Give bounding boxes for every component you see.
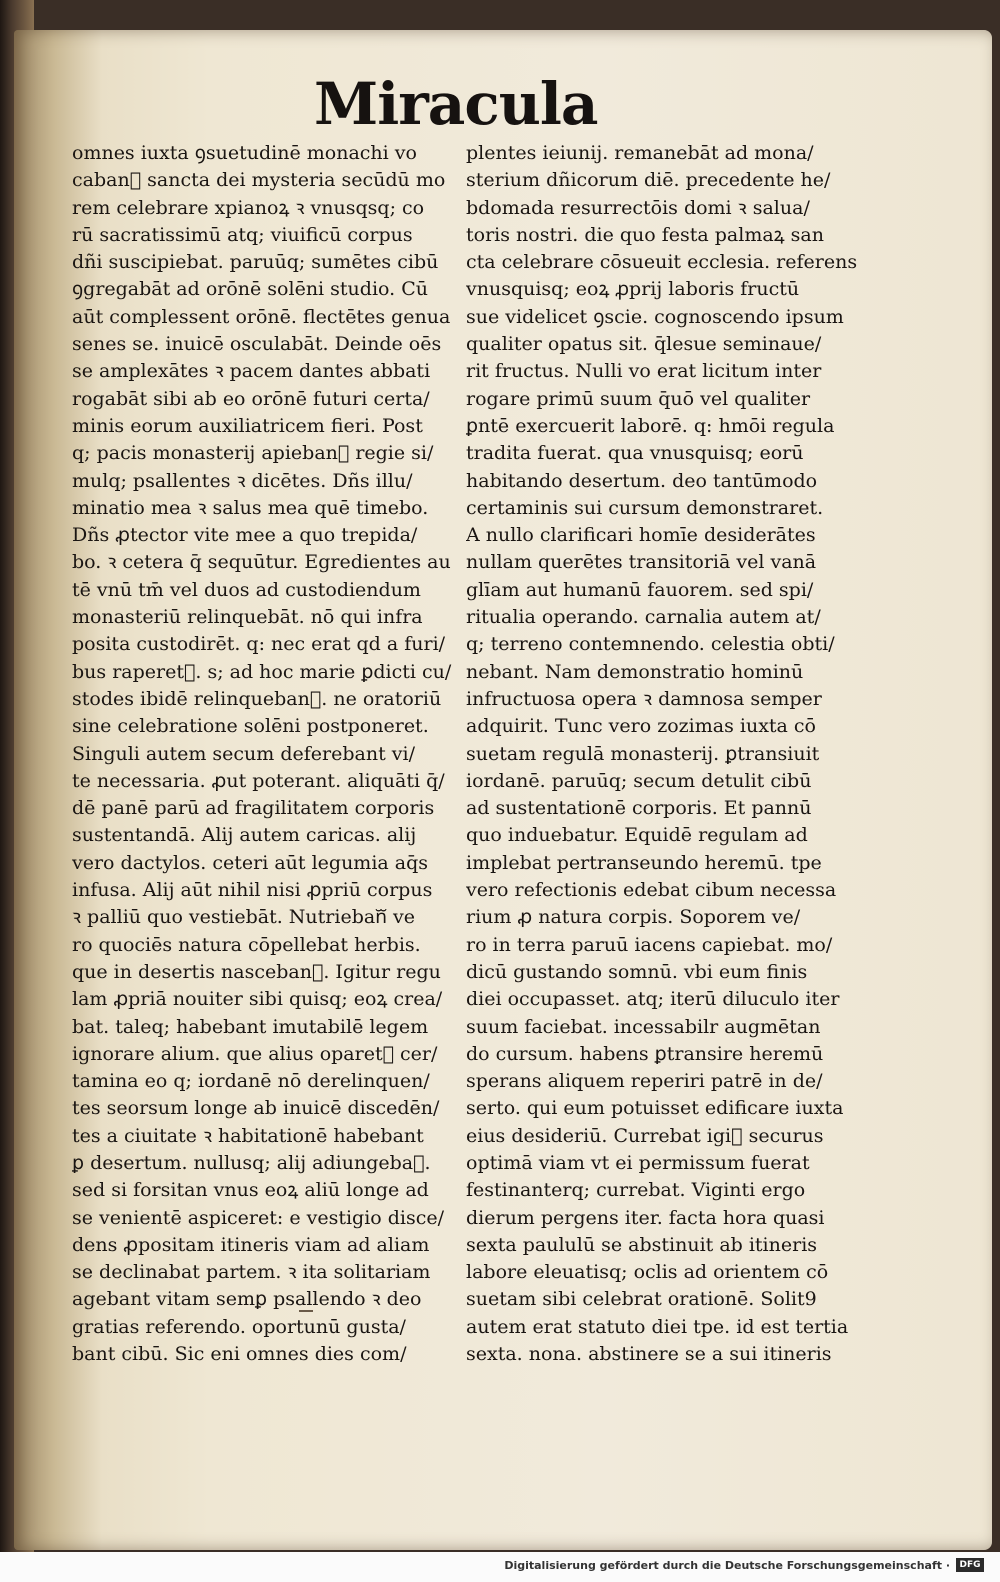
text-line: tradita fuerat. qua vnusquisq; eorū <box>466 442 804 465</box>
text-line: minis eorum auxiliatricem fieri. Post <box>72 414 423 437</box>
text-line: plentes ieiunij. remanebāt ad mona/ <box>466 142 814 164</box>
text-line: iordanē. paruūq; secum detulit cibū <box>466 769 812 792</box>
text-line: q; pacis monasterij apiebanᷓ regie si/ <box>72 442 434 465</box>
text-line: Singuli autem secum deferebant vi/ <box>72 742 415 765</box>
text-line: rogare primū suum q̄uō vel qualiter <box>466 387 811 410</box>
text-line: ꝑntē exercuerit laborē. q: hmōi regula <box>466 414 835 437</box>
text-line: cta celebrare cōsueuit ecclesia. referens <box>466 251 858 274</box>
text-line: que in desertis nascebanᷓ. Igitur regu <box>72 960 441 983</box>
text-line: quo induebatur. Equidē regulam ad <box>466 824 808 847</box>
text-line: qualiter opatus sit. q̄lesue seminaue/ <box>466 333 822 356</box>
text-line: serto. qui eum potuisset edificare iuxta <box>466 1097 844 1120</box>
text-line: ad sustentationē corporis. Et pannū <box>466 797 812 820</box>
text-line: vnusquisq; eoꝝ ꝓprij laboris fructū <box>466 278 800 301</box>
text-line: cabanᷓ sancta dei mysteria secūdū mo <box>72 169 446 192</box>
text-line: gratias referendo. oportunū gusta/ <box>72 1315 406 1338</box>
text-line: sine celebratione solēni postponeret. <box>72 715 429 738</box>
text-line: dicū gustando somnū. vbi eum finis <box>466 960 808 983</box>
text-line: se amplexātes ꝛ pacem dantes abbati <box>72 360 431 383</box>
text-line: sed si forsitan vnus eoꝝ aliū longe ad <box>72 1179 429 1202</box>
text-line: diei occupasset. atq; iterū diluculo iter <box>466 988 840 1011</box>
text-line: ꝯgregabāt ad orōnē solēni studio. Cū <box>72 278 428 301</box>
text-line: bant cibū. Sic eni omnes dies com/ <box>72 1343 407 1366</box>
text-line: nebant. Nam demonstratio hominū <box>466 660 804 683</box>
text-line: toris nostri. die quo festa palmaꝝ san <box>466 223 825 246</box>
text-line: tes a ciuitate ꝛ habitationē habebant <box>72 1124 424 1147</box>
text-line: minatio mea ꝛ salus mea quē timebo. <box>72 496 429 519</box>
text-line: autem erat statuto diei tpe. id est tertia <box>466 1315 849 1338</box>
text-line: monasteriū relinquebāt. nō qui infra <box>72 606 423 629</box>
text-line: dens ꝓpositam itineris viam ad aliam <box>72 1233 430 1256</box>
text-line: dē panē parū ad fragilitatem corporis <box>72 797 435 820</box>
text-line: vero dactylos. ceteri aūt legumia aq̄s <box>72 851 429 874</box>
text-line: omnes iuxta ꝯsuetudinē monachi vo <box>72 142 417 164</box>
text-line: bus raperetᷓ. s; ad hoc marie ꝑdicti cu/ <box>72 660 452 683</box>
text-line: agebant vitam semꝑ psallendo ꝛ deo <box>72 1288 422 1311</box>
text-line: suum faciebat. incessabilr augmētan <box>466 1015 821 1038</box>
text-line: ro in terra paruū iacens capiebat. mo/ <box>466 933 833 956</box>
text-line: tē vnū tm̄ vel duos ad custodiendum <box>72 578 421 601</box>
text-line: infusa. Alij aūt nihil nisi ꝓpriū corpus <box>72 879 433 902</box>
text-line: sexta paululū se abstinuit ab itineris <box>466 1233 818 1256</box>
text-line: q; terreno contemnendo. celestia obti/ <box>466 633 835 656</box>
text-line: dñi suscipiebat. paruūq; sumētes cibū <box>72 251 439 274</box>
text-line: rem celebrare xpianoꝝ ꝛ vnusqsq; co <box>72 196 425 219</box>
text-line: nullam querētes transitoriā vel vanā <box>466 551 817 574</box>
text-line: dierum pergens iter. facta hora quasi <box>466 1206 825 1229</box>
text-line: ritualia operando. carnalia autem at/ <box>466 606 821 629</box>
text-line: bo. ꝛ cetera q̄ sequūtur. Egredientes au <box>72 551 451 574</box>
text-line: tamina eo q; iordanē nō derelinquen/ <box>72 1070 430 1093</box>
text-line: bat. taleq; habebant imutabilē legem <box>72 1015 429 1038</box>
text-line: lam ꝓpriā nouiter sibi quisq; eoꝝ crea/ <box>72 988 443 1011</box>
margin-mark <box>299 1310 313 1312</box>
text-line: eius desideriū. Currebat igiᷓ securus <box>466 1124 824 1147</box>
text-line: suetam regulā monasterij. ꝑtransiuit <box>466 742 820 765</box>
footer-credit: Digitalisierung gefördert durch die Deutsche Forschungsgemeinschaft · <box>504 1559 950 1572</box>
text-line: festinanterq; currebat. Viginti ergo <box>466 1179 806 1202</box>
text-line: habitando desertum. deo tantūmodo <box>466 469 818 492</box>
text-line: senes se. inuicē osculabāt. Deinde oēs <box>72 333 442 356</box>
text-line: infructuosa opera ꝛ damnosa semper <box>466 687 822 710</box>
text-line: sperans aliquem reperiri patrē in de/ <box>466 1070 823 1093</box>
text-line: do cursum. habens ꝑtransire heremū <box>466 1042 824 1065</box>
text-line: labore eleuatisq; oclis ad orientem cō <box>466 1261 829 1284</box>
text-line: suetam sibi celebrat orationē. Solit9 <box>466 1288 817 1311</box>
text-line: adquirit. Tunc vero zozimas iuxta cō <box>466 715 816 738</box>
text-line: rium ꝓ natura corpis. Soporem ve/ <box>466 906 801 929</box>
text-line: rit fructus. Nulli vo erat licitum inter <box>466 360 822 383</box>
text-line: bdomada resurrectōis domi ꝛ salua/ <box>466 196 810 219</box>
footer-bar <box>0 1552 1000 1582</box>
text-line: se declinabat partem. ꝛ ita solitariam <box>72 1261 431 1284</box>
text-line: glīam aut humanū fauorem. sed spi/ <box>466 578 814 601</box>
text-line: posita custodirēt. q: nec erat qd a furi/ <box>72 633 446 656</box>
left-text-column <box>72 140 484 1368</box>
text-line: implebat pertranseundo heremū. tpe <box>466 851 822 874</box>
text-line: rogabāt sibi ab eo orōnē futuri certa/ <box>72 387 430 410</box>
text-line: ꝑ desertum. nullusq; alij adiungebaᷓ. <box>72 1151 431 1174</box>
text-line: mulq; psallentes ꝛ dicētes. Dñs illu/ <box>72 469 413 492</box>
text-line: se venientē aspiceret: e vestigio disce/ <box>72 1206 445 1229</box>
text-line: sexta. nona. abstinere se a sui itineris <box>466 1343 832 1366</box>
right-text-column <box>466 140 876 1368</box>
text-line: optimā viam vt ei permissum fuerat <box>466 1151 810 1174</box>
text-line: rū sacratissimū atq; viuificū corpus <box>72 223 413 246</box>
text-line: vero refectionis edebat cibum necessa <box>466 879 837 902</box>
text-line: certaminis sui cursum demonstraret. <box>466 496 824 519</box>
text-line: A nullo clarificari homīe desiderātes <box>466 524 816 547</box>
text-line: stodes ibidē relinquebanᷓ. ne oratoriū <box>72 687 442 710</box>
text-line: sue videlicet ꝯscie. cognoscendo ipsum <box>466 305 844 328</box>
text-line: Dñs ꝓtector vite mee a quo trepida/ <box>72 524 418 547</box>
text-line: aūt complessent orōnē. flectētes genua <box>72 305 451 328</box>
text-line: te necessaria. ꝓut poterant. aliquāti q̄/ <box>72 769 445 792</box>
dfg-logo-icon: DFG <box>956 1558 984 1572</box>
text-line: sterium dñicorum diē. precedente he/ <box>466 169 831 192</box>
book-page <box>14 30 992 1550</box>
text-line: sustentandā. Alij autem caricas. alij <box>72 824 417 847</box>
page-title: Miracula <box>314 70 598 138</box>
text-line: ro quociēs natura cōpellebat herbis. <box>72 933 421 956</box>
text-line: ignorare alium. que alius oparetᷓ cer/ <box>72 1042 438 1065</box>
text-line: tes seorsum longe ab inuicē discedēn/ <box>72 1097 440 1120</box>
text-line: ꝛ palliū quo vestiebāt. Nutriebanᷓ ve <box>72 906 415 929</box>
